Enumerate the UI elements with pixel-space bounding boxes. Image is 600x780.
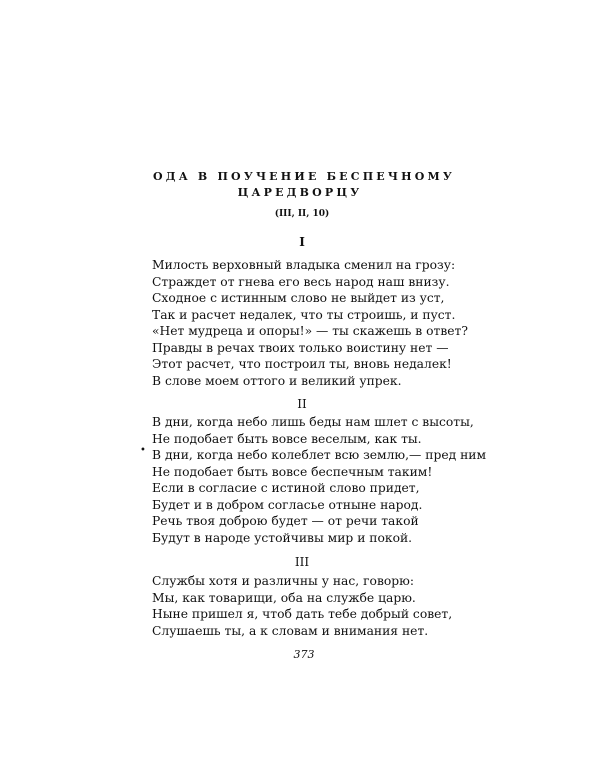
verse-line: Будет и в добром согласье отныне народ.	[152, 497, 423, 512]
margin-marker: •	[140, 445, 146, 456]
page-number: 373	[293, 648, 315, 661]
verse-line: Не подобает быть вовсе веселым, как ты.	[152, 431, 422, 446]
verse-line: В дни, когда небо лишь беды нам шлет с высоты,	[152, 415, 474, 429]
verse-line: В дни, когда небо колеблет всю землю,— пред ним	[152, 448, 487, 462]
poem-title-line-1: ОДА В ПОУЧЕНИЕ БЕСПЕЧНОМУ	[152, 170, 456, 183]
verse-line: Будут в народе устойчивы мир и покой.	[152, 530, 413, 545]
verse-line: Не подобает быть вовсе беспечным таким!	[152, 464, 433, 479]
poem-reference: (III, II, 10)	[274, 209, 330, 219]
verse-line: Этот расчет, что построил ты, вновь недалек!	[152, 357, 452, 371]
stanza-number: III	[294, 555, 310, 569]
stanza-2	[152, 414, 486, 546]
stanza-number: I	[299, 235, 305, 249]
verse-line: Службы хотя и различны у нас, говорю:	[152, 574, 414, 588]
verse-line: Сходное с истинным слово не выйдет из уст,	[152, 291, 445, 305]
stanza-number: II	[297, 397, 307, 411]
stanza-3	[152, 573, 452, 639]
verse-line: Мы, как товарищи, оба на службе царю.	[152, 590, 416, 605]
verse-line: Ныне пришел я, чтоб дать тебе добрый совет,	[152, 607, 453, 621]
verse-line: Правды в речах твоих только воистину нет —	[152, 340, 449, 355]
poem-title-line-2: ЦАРЕДВОРЦУ	[237, 186, 363, 199]
verse-line: Так и расчет недалек, что ты строишь, и пуст.	[152, 307, 456, 322]
verse-line: Милость верховный владыка сменил на грозу:	[152, 258, 456, 272]
verse-line: Страждет от гнева его весь народ наш внизу.	[152, 274, 450, 289]
verse-line: «Нет мудреца и опоры!» — ты скажешь в ответ?	[152, 324, 468, 338]
verse-line: Если в согласие с истиной слово придет,	[152, 481, 420, 495]
verse-line: Слушаешь ты, а к словам и внимания нет.	[152, 623, 429, 638]
stanza-1	[152, 257, 468, 389]
verse-line: Речь твоя доброю будет — от речи такой	[152, 514, 419, 528]
verse-line: В слове моем оттого и великий упрек.	[152, 373, 402, 388]
